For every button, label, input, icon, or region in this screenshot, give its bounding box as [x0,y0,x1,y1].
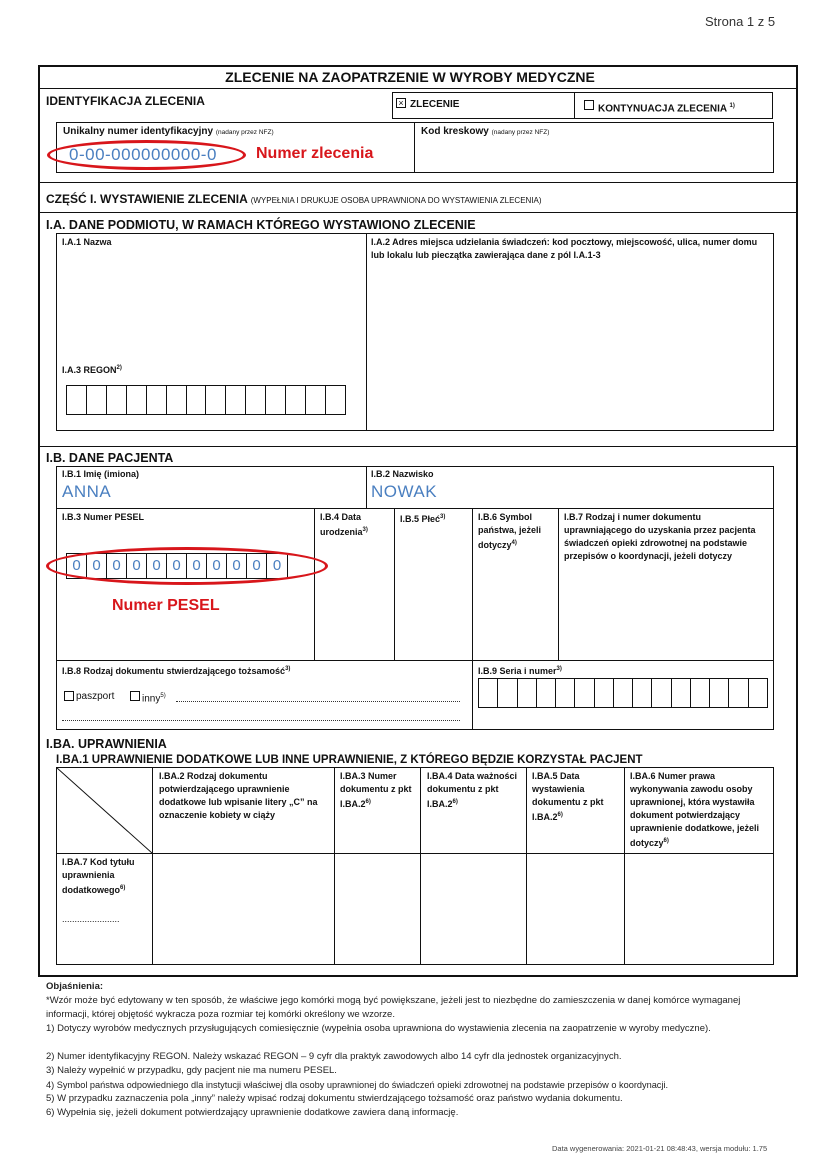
iba-col6-header: I.BA.6 Numer prawa wykonywania zawodu osoby uprawnionej, która wystawiła dokument potwierdzający uprawnienie dodatkowe, jeżeli dotyczy$^{6)}$ [630,771,760,848]
id-option-divider-3 [772,92,773,118]
ib-series-label: I.B.9 Seria i numer$^{3)}$ [478,666,562,676]
iba-col-divider-3 [420,767,421,965]
ib-first-name-value: ANNA [62,482,112,501]
note-line-2: 2) Numer identyfikacyjny REGON. Należy wskazać REGON – 9 cyfr dla praktyk zawodowych albo 14 cyfr dla jednostek organizacyjnych. [46,1051,622,1062]
iba-row-dots[interactable]: ....................... [62,914,120,924]
regon-input-grid[interactable] [66,385,346,415]
part1-label: CZĘŚĆ I. WYSTAWIENIE ZLECENIA (WYPEŁNIA I DRUKUJE OSOBA UPRAWNIONA DO WYSTAWIENIA ZLECENIA) [46,192,542,206]
ib-row1-divider [56,508,774,509]
barcode-label: Kod kreskowy (nadany przez NFZ) [421,126,550,137]
unique-id-value: 0-00-000000000-0 [69,145,217,164]
ib-first-name-label: I.B.1 Imię (imiona) [62,469,140,479]
note-line-4: 4) Symbol państwa odpowiedniego dla instytucji właściwej dla osoby uprawnionej do świadczeń opieki zdrowotnej na podstawie przepisów o koordynacji. [46,1080,669,1090]
note-line-1: 1) Dotyczy wyrobów medycznych przysługujących comiesięcznie (wypełnia osoba uprawniona do wystawienia zlecenia na zaopatrzenie w wyroby medyczne). [46,1023,711,1034]
other-doc-input-line[interactable] [176,701,460,702]
ib-sex-label: I.B.5 Płeć$^{3)}$ [400,514,446,524]
kontynuacja-option-label: KONTYNUACJA ZLECENIA $^{1)}$ [598,103,735,115]
other-doc-input-line-2[interactable] [62,720,460,721]
iba-col-divider-4 [526,767,527,965]
other-doc-checkbox[interactable] [130,691,140,701]
zlecenie-checkbox[interactable]: × [396,98,406,108]
id-option-divider-2 [574,92,575,118]
section-ia-bottom-divider [38,446,798,447]
ib-name-divider [366,466,367,508]
ib-country-label: I.B.6 Symbol państwa, jeżeli dotyczy$^{4)}$ [478,512,542,550]
id-option-bottom [392,118,773,119]
ia-regon-label: I.A.3 REGON$^{2)}$ [62,365,122,375]
part1-top-divider [38,182,798,183]
ib-col-divider-1 [314,508,315,660]
zlecenie-option-label: ZLECENIE [410,99,460,110]
ib-last-name-value: NOWAK [371,482,438,501]
iba-row-label: I.BA.7 Kod tytułu uprawnienia dodatkowego$^{6)}$ [62,857,135,895]
id-option-divider-1 [392,92,393,118]
note-line-0: *Wzór może być edytowany w ten sposób, że właściwe jego komórki mogą być powiększane, jeżeli jest to niezbędne do zamieszczenia w danej komórce wymaganej informacji, której objętość wykracza poza rozmiar tej komórki określony we wzorze. [46,995,741,1020]
ib-col-divider-3 [472,508,473,660]
iba-col4-header: I.BA.4 Data ważności dokumentu z pkt I.BA.2$^{6)}$ [427,771,518,809]
iba-header-divider [56,853,774,854]
iba-col2-header: I.BA.2 Rodzaj dokumentu potwierdzającego uprawnienie dodatkowe lub wpisanie litery „C” na oznaczenie kobiety w ciąży [159,771,318,820]
page-number: Strona 1 z 5 [705,14,776,29]
section-iba-title: I.BA. UPRAWNIENIA [46,737,167,751]
ib-last-name-label: I.B.2 Nazwisko [371,469,434,479]
ib-birth-label: I.B.4 Data urodzenia$^{3)}$ [320,512,368,537]
identification-label: IDENTYFIKACJA ZLECENIA [46,94,205,108]
section-ib-title: I.B. DANE PACJENTA [46,451,174,465]
note-line-6: 6) Wypełnia się, jeżeli dokument potwierdzający uprawnienie dodatkowe zawiera daną informację. [46,1107,459,1118]
series-input-grid[interactable] [478,678,768,708]
form-title: ZLECENIE NA ZAOPATRZENIE W WYROBY MEDYCZNE [225,69,595,85]
ib-col-divider-2 [394,508,395,660]
notes-title: Objaśnienia: [46,981,104,992]
iba-col5-header: I.BA.5 Data wystawienia dokumentu z pkt I.BA.2$^{6)}$ [532,771,604,822]
pesel-highlight [46,547,328,585]
ib-document-label: I.B.7 Rodzaj i numer dokumentu uprawniającego do uzyskania przez pacjenta świadczeń opieki zdrowotnej na podstawie przepisów o koordynacji, jeżeli dotyczy [564,512,756,561]
section-ia-title: I.A. DANE PODMIOTU, W RAMACH KTÓREGO WYSTAWIONO ZLECENIE [46,218,476,232]
ib-row2-divider [56,660,774,661]
iba-col-divider-1 [152,767,153,965]
unique-id-annotation: Numer zlecenia [256,145,374,162]
part1-bottom-divider [38,212,798,213]
passport-checkbox[interactable] [64,691,74,701]
ib-identity-doc-label: I.B.8 Rodzaj dokumentu stwierdzającego tożsamość$^{3)}$ [62,666,291,676]
unique-id-divider [414,122,415,173]
iba-col-divider-5 [624,767,625,965]
note-line-5: 5) W przypadku zaznaczenia pola „inny” należy wpisać rodzaj dokumentu stwierdzającego tożsamość oraz państwo wydania dokumentu. [46,1093,623,1104]
ia-name-label: I.A.1 Nazwa [62,237,112,247]
title-divider [38,88,798,89]
ia-address-label: I.A.2 Adres miejsca udzielania świadczeń: kod pocztowy, miejscowość, ulica, numer domu lub lokalu lub pieczątka zawierająca dane z pól I.A.1-3 [371,237,758,260]
iba-col3-header: I.BA.3 Numer dokumentu z pkt I.BA.2$^{6)}$ [340,771,412,809]
note-line-3: 3) Należy wypełnić w przypadku, gdy pacjent nie ma numeru PESEL. [46,1065,337,1076]
ib-row3-divider [472,660,473,730]
unique-id-highlight [47,140,246,170]
generation-footer: Data wygenerowania: 2021-01-21 08:48:43, wersja modułu: 1.75 [552,1144,768,1153]
section-ia-divider [366,233,367,431]
pesel-input-grid[interactable]: 0 0 0 0 0 0 0 0 0 0 0 [66,553,288,579]
passport-option-label: paszport [76,691,115,702]
iba-corner-diagonal [57,768,152,853]
section-iba-subtitle: I.BA.1 UPRAWNIENIE DODATKOWE LUB INNE UPRAWNIENIE, Z KTÓREGO BĘDZIE KORZYSTAŁ PACJENT [56,754,643,766]
other-doc-option-label: inny$^{5)}$ [142,693,166,705]
ib-pesel-label: I.B.3 Numer PESEL [62,512,145,522]
unique-id-label: Unikalny numer identyfikacyjny (nadany przez NFZ) [63,126,274,137]
id-option-top [392,92,773,93]
kontynuacja-checkbox[interactable] [584,100,594,110]
iba-col-divider-2 [334,767,335,965]
ib-col-divider-4 [558,508,559,660]
pesel-annotation: Numer PESEL [112,597,220,614]
